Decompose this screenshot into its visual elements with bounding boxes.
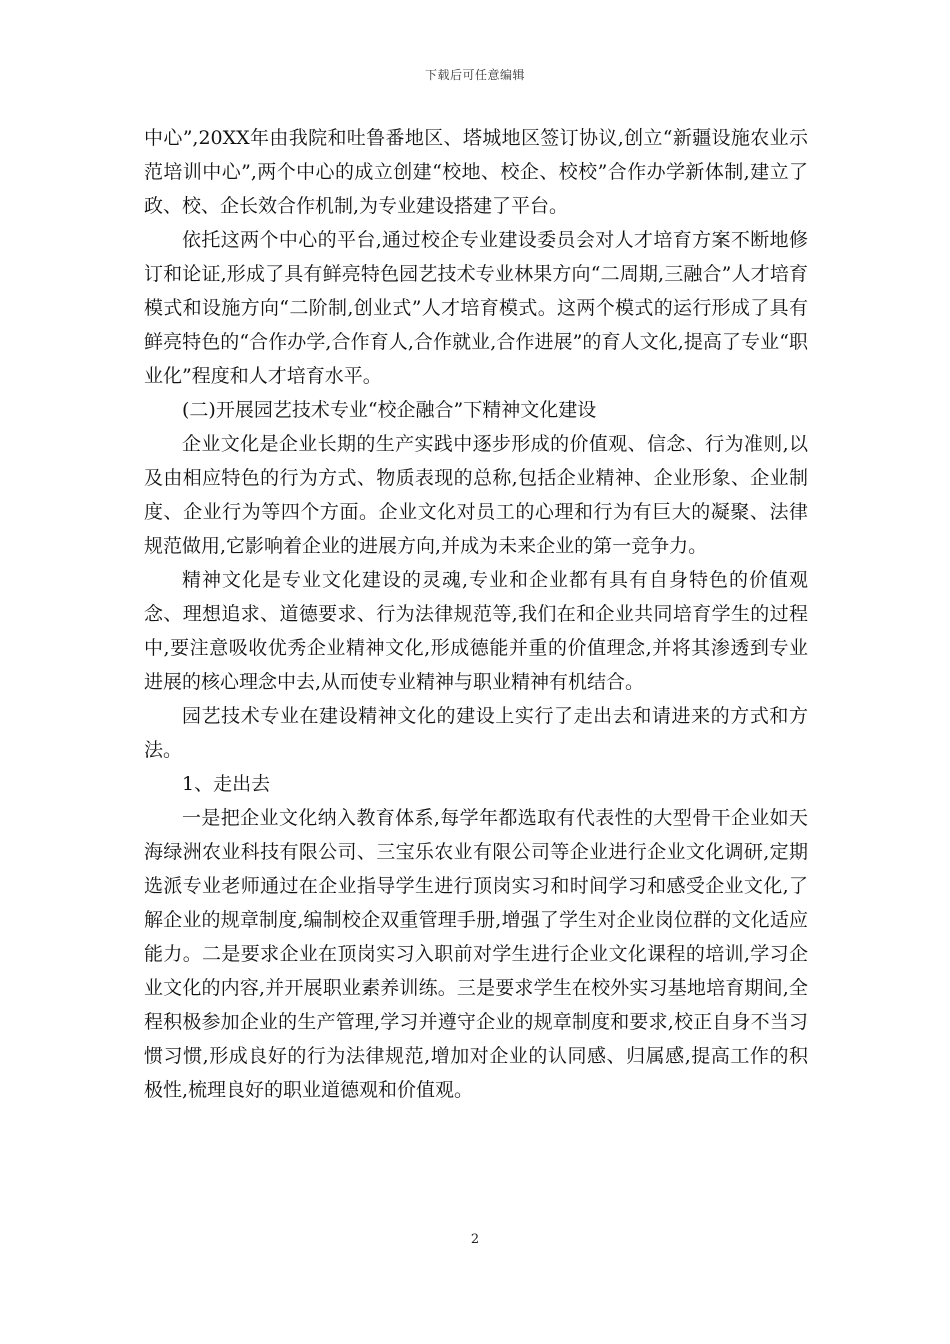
paragraph-5: 园艺技术专业在建设精神文化的建设上实行了走出去和请进来的方式和方法。 (144, 705, 808, 761)
paragraph-6: 一是把企业文化纳入教育体系,每学年都选取有代表性的大型骨干企业如天海绿洲农业科技有限公司、三宝乐农业有限公司等企业进行企业文化调研,定期选派专业老师通过在企业指导学生进行顶岗实习和时间学习和感受企业文化,了解企业的规章制度,编制校企双重管理手册,增强了学生对企业岗位群的文化适应能力。二是要求企业在顶岗实习入职前对学生进行企业文化课程的培训,学习企业文化的内容,并开展职业素养训练。三是要求学生在校外实习基地培育期间,全程积极参加企业的生产管理,学习并遵守企业的规章制度和要求,校正自身不当习惯习惯,形成良好的行为法律规范,增加对企业的认同感、归属感,提高工作的积极性,梳理良好的职业道德观和价值观。 (144, 807, 808, 1101)
paragraph-2: 依托这两个中心的平台,通过校企专业建设委员会对人才培育方案不断地修订和论证,形成了具有鲜亮特色园艺技术专业林果方向“二周期,三融合”人才培育模式和设施方向“二阶制,创业式”人才培育模式。这两个模式的运行形成了具有鲜亮特色的“合作办学,合作育人,合作就业,合作进展”的育人文化,提高了专业“职业化”程度和人才培育水平。 (144, 229, 808, 387)
subsection-heading-1: 1、走出去 (182, 773, 271, 795)
page-header: 下载后可任意编辑 (424, 68, 525, 82)
document-body (144, 121, 808, 1107)
paragraph-3: 企业文化是企业长期的生产实践中逐步形成的价值观、信念、行为准则,以及由相应特色的行为方式、物质表现的总称,包括企业精神、企业形象、企业制度、企业行为等四个方面。企业文化对员工的心理和行为有巨大的凝聚、法律规范做用,它影响着企业的进展方向,并成为未来企业的第一竞争力。 (144, 433, 808, 557)
section-heading-2: (二)开展园艺技术专业“校企融合”下精神文化建设 (182, 399, 597, 421)
page-number: 2 (470, 1232, 480, 1247)
paragraph-1: 中心”,20XX年由我院和吐鲁番地区、塔城地区签订协议,创立“新疆设施农业示范培训中心”,两个中心的成立创建“校地、校企、校校”合作办学新体制,建立了政、校、企长效合作机制,为专业建设搭建了平台。 (144, 127, 808, 217)
paragraph-4: 精神文化是专业文化建设的灵魂,专业和企业都有具有自身特色的价值观念、理想追求、道德要求、行为法律规范等,我们在和企业共同培育学生的过程中,要注意吸收优秀企业精神文化,形成德能并重的价值理念,并将其渗透到专业进展的核心理念中去,从而使专业精神与职业精神有机结合。 (144, 569, 808, 693)
